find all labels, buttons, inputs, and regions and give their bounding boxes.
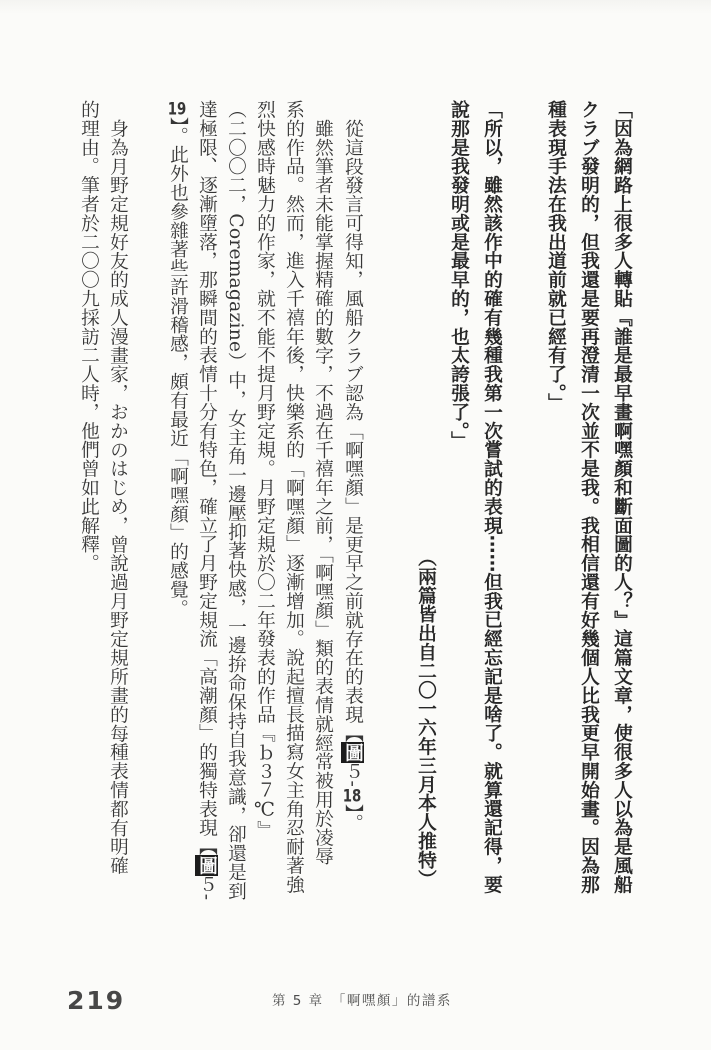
- quote2-line: 「所以，雖然該作中的確有幾種我第一次嘗試的表現⋯⋯但我已經忘記是啥了。就算還記得，要: [481, 100, 502, 894]
- figure-ref-number: 18: [342, 787, 362, 804]
- page-number: 219: [67, 986, 126, 1015]
- body-line: 的理由。筆者於二〇〇九採訪二人時，他們曾如此解釋。: [78, 100, 99, 573]
- figure-ref-box: 圖: [342, 742, 363, 762]
- quote1-line: 種表現手法在我出道前就已經有了。」: [545, 100, 566, 412]
- quote-credit: （兩篇皆出自二〇一六年三月本人推特）: [415, 547, 436, 888]
- figure-ref-number: 19: [167, 100, 187, 117]
- quote2-line: 說那是我發明或是最早的，也太誇張了。」: [448, 100, 469, 450]
- main-text-block: [76, 100, 638, 901]
- body-line: 系的作品。然而，進入千禧年後，快樂系的「啊嘿顏」逐漸增加。說起擅長描寫女主角忍耐著強: [283, 100, 304, 894]
- body-line: （二〇〇二，Coremagazine）中，女主角一邊壓抑著快感，一邊拚命保持自我意識，卻還是到: [225, 100, 246, 901]
- body-line: 19】。此外也參雜著些許滑稽感，頗有最近「啊嘿顏」的感覺。: [167, 100, 188, 618]
- body-line: 雖然筆者未能掌握精確的數字，不過在千禧年之前，「啊嘿顏」類的表情就經常被用於凌辱: [312, 119, 333, 866]
- quote1-line: クラブ發明的，但我還是要再澄清一次並不是我。我相信還有好幾個人比我更早開始畫。因為那: [578, 100, 599, 894]
- figure-ref-box: 圖: [196, 856, 217, 875]
- body-line: 從這段發言可得知，風船クラブ認為「啊嘿顏」是更早之前就存在的表現【圖５-18】。: [342, 119, 363, 833]
- body-line: 身為月野定規好友的成人漫畫家，おかのはじめ，曾說過月野定規所畫的每種表情都有明確: [107, 119, 128, 875]
- body-line: 烈快感時魅力的作家，就不能不提月野定規。月野定規於〇二年發表的作品『ｂ３７℃』: [254, 100, 275, 840]
- body-line: 達極限、逐漸墮落，那瞬間的表情十分有特色，確立了月野定規流「高潮顏」的獨特表現【圖５-: [196, 100, 217, 901]
- quote1-line: 「因為網路上很多人轉貼『誰是最早畫啊嘿顏和斷面圖的人？』這篇文章，使很多人以為是風船: [611, 100, 632, 894]
- chapter-label: 第 5 章 「啊嘿顏」的譜系: [272, 993, 452, 1009]
